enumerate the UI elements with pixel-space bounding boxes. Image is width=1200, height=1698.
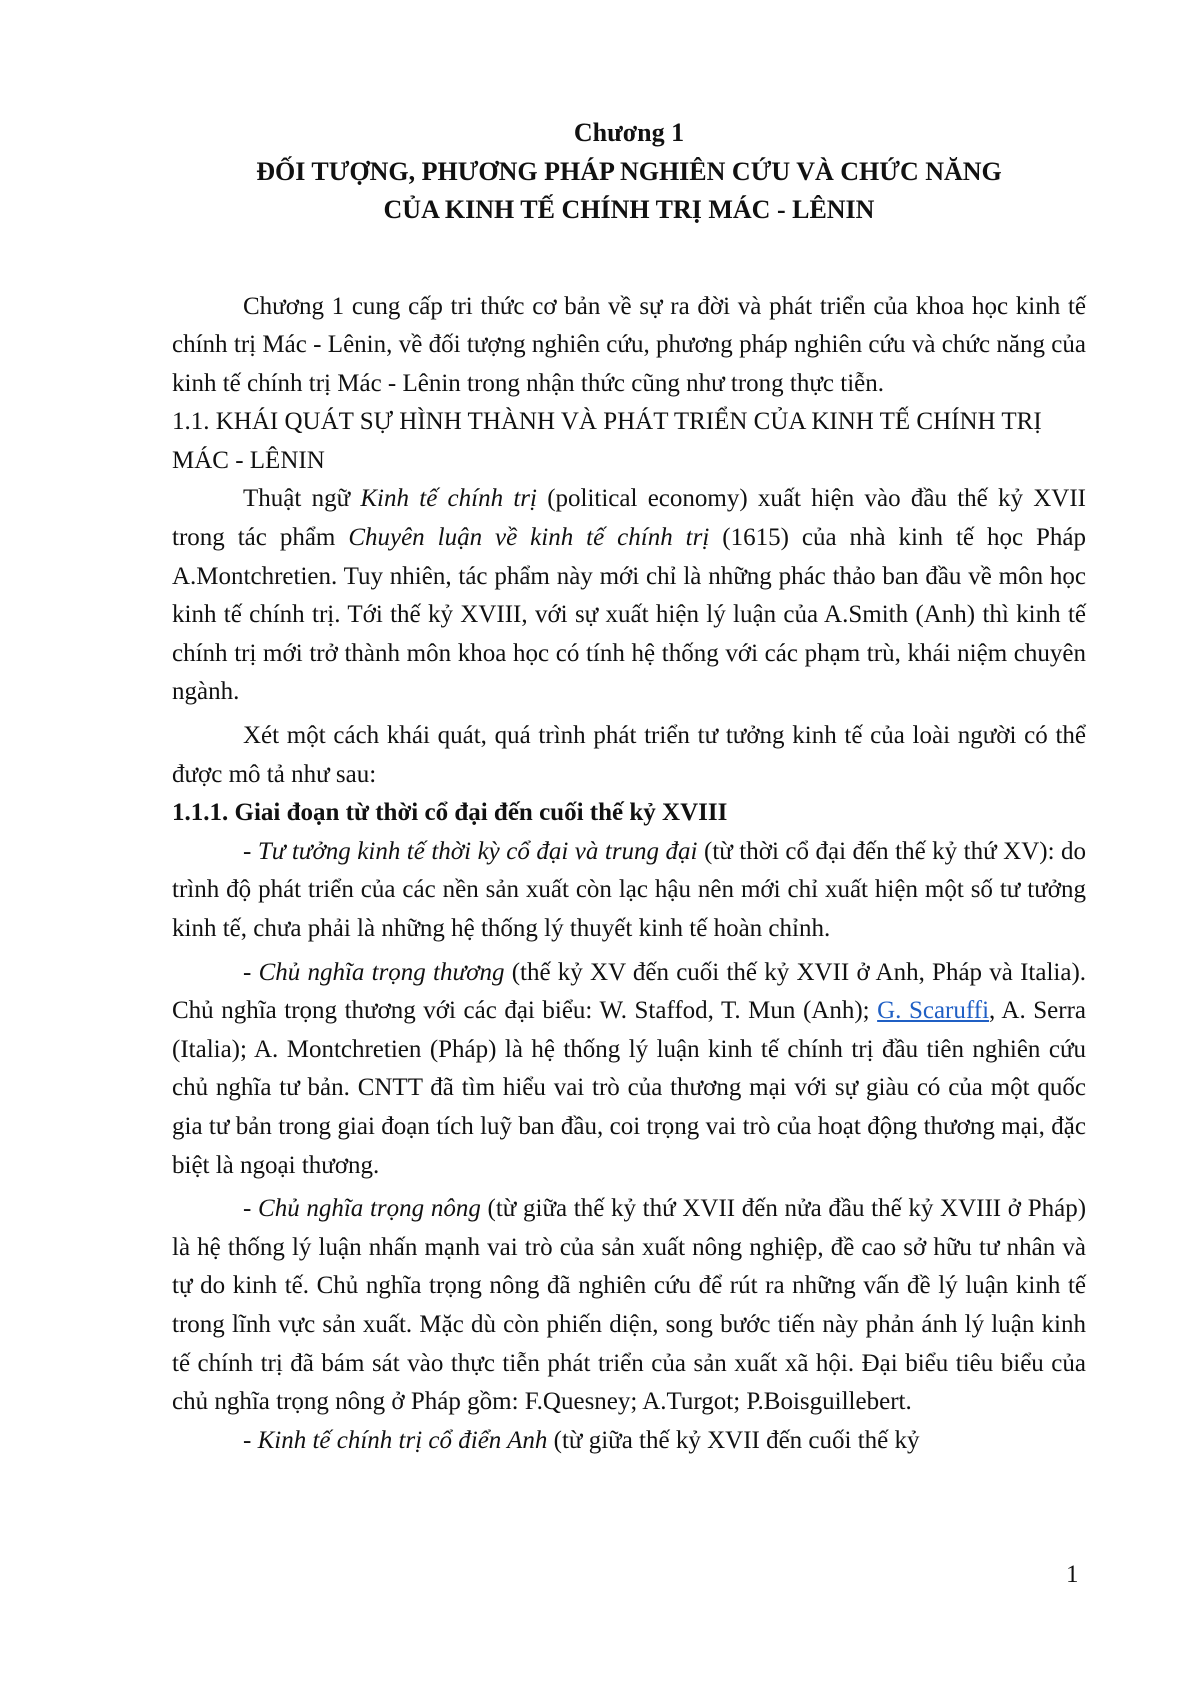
text-run: (1615) của nhà kinh tế học Pháp A.Montchretien. Tuy nhiên, tác phẩm này mới chỉ là những phác thảo ban đầu về môn học kinh tế chính trị. Tới thế kỷ XVIII, với sự xuất hiện lý luận của A.Smith (Anh) thì kinh tế chính trị mới trở thành môn khoa học có tính hệ thống với các phạm trù, khái niệm chuyên ngành. xyxy=(172,524,1086,706)
paragraph-classical-economics xyxy=(172,1422,1086,1461)
italic-book-title: Chuyên luận về kinh tế chính trị xyxy=(348,524,710,552)
text-run: , A. Serra (Italia); A. Montchretien (Pháp) là hệ thống lý luận kinh tế chính trị đầu tiên nghiên cứu chủ nghĩa tư bản. CNTT đã tìm hiểu vai trò của thương mại với sự giàu có của một quốc gia tư bản trong giai đoạn tích luỹ ban đầu, coi trọng vai trò của hoạt động thương mại, đặc biệt là ngoại thương. xyxy=(172,997,1087,1179)
section-heading-1-1-1: 1.1.1. Giai đoạn từ thời cổ đại đến cuối thế kỷ XVIII xyxy=(172,799,728,827)
scaruffi-link[interactable]: G. Scaruffi xyxy=(877,997,990,1025)
page-content xyxy=(172,114,1086,1460)
text-run: (từ giữa thế kỷ thứ XVII đến nửa đầu thế kỷ XVIII ở Pháp) là hệ thống lý luận nhấn mạnh vai trò của sản xuất nông nghiệp, đề cao sở hữu tư nhân và tự do kinh tế. Chủ nghĩa trọng nông đã nghiên cứu để rút ra những vấn đề lý luận kinh tế trong lĩnh vực sản xuất. Mặc dù còn phiến diện, song bước tiến này phản ánh lý luận kinh tế chính trị đã bám sát vào thực tiễn phát triển của sản xuất xã hội. Đại biểu tiêu biểu của chủ nghĩa trọng nông ở Pháp gồm: F.Quesney; A.Turgot; P.Boisguillebert. xyxy=(172,1195,1087,1416)
text-run: - xyxy=(243,1426,258,1454)
text-run: (political economy) xuất hiện vào đầu thế kỷ XVII trong tác phẩm xyxy=(172,485,1086,552)
paragraph-ancient-thought xyxy=(172,833,1086,949)
italic-term-political-economy: Kinh tế chính trị xyxy=(360,485,537,513)
intro-paragraph: Chương 1 cung cấp tri thức cơ bản về sự ra đời và phát triển của khoa học kinh tế chính trị Mác - Lênin, về đối tượng nghiên cứu, phương pháp nghiên cứu và chức năng của kinh tế chính trị Mác - Lênin trong nhận thức cũng như trong thực tiễn. xyxy=(172,292,1086,397)
italic-ancient-thought: Tư tưởng kinh tế thời kỳ cổ đại và trung đại xyxy=(257,837,698,865)
italic-classical-economics: Kinh tế chính trị cổ điển Anh xyxy=(257,1426,548,1454)
paragraph-physiocracy xyxy=(172,1190,1086,1422)
text-run: (từ thời cổ đại đến thế kỷ thứ XV): do trình độ phát triển của các nền sản xuất còn lạc hậu nên mới chỉ xuất hiện một số tư tưởng kinh tế, chưa phải là những hệ thống lý thuyết kinh tế hoàn chỉnh. xyxy=(172,837,1087,942)
text-run: - xyxy=(243,1195,259,1223)
chapter-title-line-2: CỦA KINH TẾ CHÍNH TRỊ MÁC - LÊNIN xyxy=(383,195,875,224)
paragraph-overview: Xét một cách khái quát, quá trình phát triển tư tưởng kinh tế của loài người có thể được mô tả như sau: xyxy=(172,722,1086,788)
section-heading-1-1: 1.1. KHÁI QUÁT SỰ HÌNH THÀNH VÀ PHÁT TRIỂN CỦA KINH TẾ CHÍNH TRỊ MÁC - LÊNIN xyxy=(172,408,1042,474)
text-run: - xyxy=(243,958,259,986)
text-run: Thuật ngữ xyxy=(243,485,361,513)
italic-mercantilism: Chủ nghĩa trọng thương xyxy=(258,958,505,986)
chapter-title-line-1: ĐỐI TƯỢNG, PHƯƠNG PHÁP NGHIÊN CỨU VÀ CHỨC NĂNG xyxy=(256,156,1002,186)
text-run: - xyxy=(243,837,258,865)
paragraph-term-origin xyxy=(172,480,1086,712)
paragraph-mercantilism xyxy=(172,954,1086,1186)
chapter-title-block xyxy=(172,114,1086,230)
chapter-label: Chương 1 xyxy=(573,118,685,147)
italic-physiocracy: Chủ nghĩa trọng nông xyxy=(258,1195,481,1223)
text-run: (thế kỷ XV đến cuối thế kỷ XVII ở Anh, Pháp và Italia). Chủ nghĩa trọng thương với các đại biểu: W. Staffod, T. Mun (Anh); xyxy=(172,958,1087,1025)
page-number: 1 xyxy=(1066,1561,1079,1588)
text-run: (từ giữa thế kỷ XVII đến cuối thế kỷ xyxy=(547,1426,920,1454)
